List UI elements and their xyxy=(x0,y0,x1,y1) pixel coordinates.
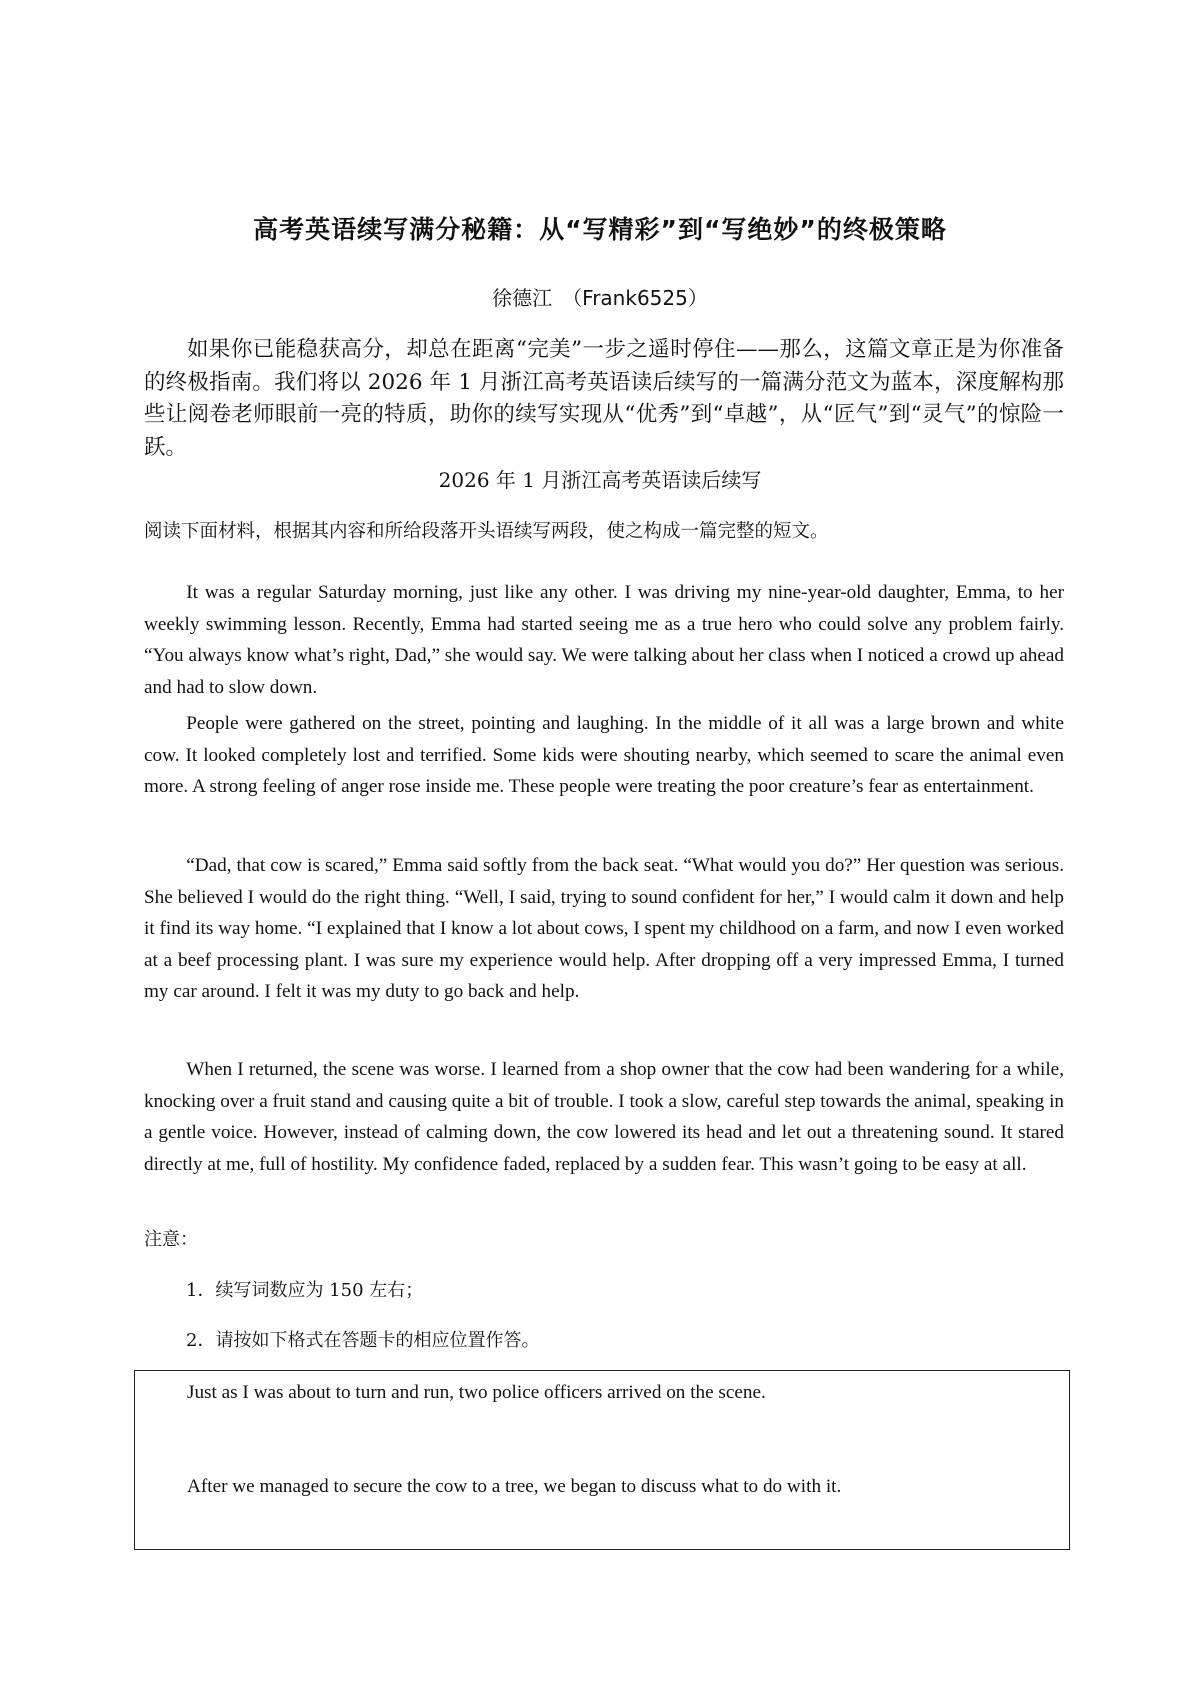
task-instruction: 阅读下面材料，根据其内容和所给段落开头语续写两段，使之构成一篇完整的短文。 xyxy=(144,521,829,542)
intro-paragraph: 如果你已能稳获高分，却总在距离“完美”一步之遥时停住——那么，这篇文章正是为你准备的终极指南。我们将以 2026 年 1 月浙江高考英语读后续写的一篇满分范文为蓝本，深度解构那些让阅卷老师眼前一亮的特质，助你的续写实现从“优秀”到“卓越”，从“匠气”到“灵气”的惊险一跃。 xyxy=(144,337,1064,460)
notes-heading: 注意： xyxy=(144,1229,198,1250)
section-subtitle: 2026 年 1 月浙江高考英语读后续写 xyxy=(438,468,762,492)
story-paragraph: It was a regular Saturday morning, just like any other. I was driving my nine-year-old daughter, Emma, to her weekly swimming lesson. Recently, Emma had started seeing me as a true hero who could solve any problem fairly. “You always know what’s right, Dad,” she would say. We were talking about her class when I noticed a crowd up ahead and had to slow down. xyxy=(144,582,1064,698)
story-paragraph: “Dad, that cow is scared,” Emma said softly from the back seat. “What would you do?” Her question was serious. She believed I would do the right thing. “Well, I said, trying to sound confident for her,” I would calm it down and help it find its way home. “I explained that I know a lot about cows, I spent my childhood on a farm, and now I even worked at a beef processing plant. I was sure my experience would help. After dropping off a very impressed Emma, I turned my car around. I felt it was my duty to go back and help. xyxy=(144,855,1064,1002)
story-paragraph: People were gathered on the street, pointing and laughing. In the middle of it all was a large brown and white cow. It looked completely lost and terrified. Some kids were shouting nearby, which seemed to scare the animal even more. A strong feeling of anger rose inside me. These people were treating the poor creature’s fear as entertainment. xyxy=(144,713,1064,797)
document-title: 高考英语续写满分秘籍：从“写精彩”到“写绝妙”的终极策略 xyxy=(253,215,947,244)
author-line: 徐德江 （Frank6525） xyxy=(492,286,708,310)
paragraph-opener-2: After we managed to secure the cow to a tree, we began to discuss what to do with it. xyxy=(187,1476,842,1497)
answer-format-box xyxy=(134,1370,1070,1550)
story-paragraph: When I returned, the scene was worse. I learned from a shop owner that the cow had been wandering for a while, knocking over a fruit stand and causing quite a bit of trouble. I took a slow, careful step towards the animal, speaking in a gentle voice. However, instead of calming down, the cow lowered its head and let out a threatening sound. It stared directly at me, full of hostility. My confidence faded, replaced by a sudden fear. This wasn’t going to be easy at all. xyxy=(144,1059,1064,1175)
note-item: 1．续写词数应为 150 左右； xyxy=(186,1280,424,1301)
paragraph-opener-1: Just as I was about to turn and run, two police officers arrived on the scene. xyxy=(187,1382,766,1403)
note-item: 2．请按如下格式在答题卡的相应位置作答。 xyxy=(186,1330,540,1351)
